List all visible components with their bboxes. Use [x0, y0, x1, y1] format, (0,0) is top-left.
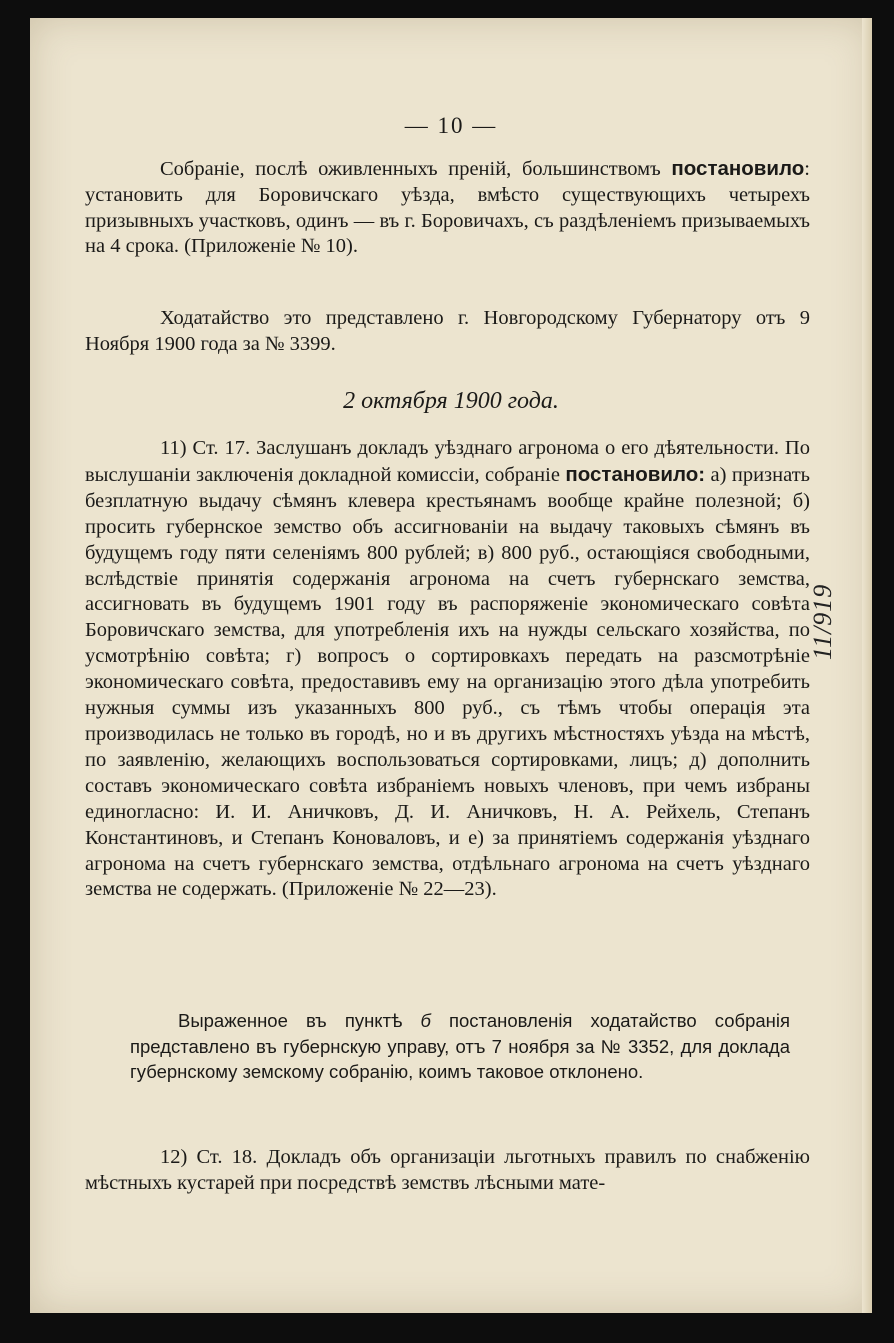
page-number: — 10 — — [404, 113, 498, 138]
note-text-a: Выраженное въ пунктѣ — [178, 1010, 421, 1031]
para2-text: Ходатайство это представлено г. Новгородскому Губернатору отъ 9 Ноября 1900 года за № 3399. — [85, 307, 810, 355]
para1-text-a: Собраніе, послѣ оживленныхъ преній, большинствомъ — [160, 158, 672, 180]
para12-text: 12) Ст. 18. Докладъ объ организаціи льготныхъ правилъ по снабженію мѣстныхъ кустарей при посредствѣ земствъ лѣсными мате- — [85, 1146, 810, 1194]
para11-bold: постановило: — [565, 462, 706, 486]
paragraph-petition-governor — [85, 306, 810, 358]
paragraph-item-12 — [85, 1145, 810, 1197]
para11-text-b: а) признать безплатную выдачу сѣмянъ клевера крестьянамъ вообще крайне полезной; б) просить губернское земство объ ассигнованіи на выдачу таковыхъ сѣмянъ въ будущемъ году пяти селеніямъ 800 рублей; в) 800 руб., остающіяся свободными, вслѣдствіе принятія содержанія агронома на счетъ губернскаго земства, ассигновать въ будущемъ 1901 году въ распоряженіе экономическаго совѣта Боровичскаго земства, для употребленія ихъ на нужды сельскаго хозяйства, по усмотрѣнію совѣта; г) вопросъ о сортировкахъ передать на разсмотрѣніе экономическаго совѣта, предоставивъ ему на организацію этого дѣла употребить нужныя суммы изъ указанныхъ 800 руб., съ тѣмъ чтобы операція эта производилась не только въ городѣ, но и въ другихъ мѣстностяхъ уѣзда на мѣстѣ, по заявленію, желающихъ воспользоваться сортировками, лицъ; д) дополнить составъ экономическаго совѣта избраніемъ новыхъ членовъ, при чемъ избраны единогласно: И. И. Аничковъ, Д. И. Аничковъ, Н. А. Рейхель, Степанъ Константиновъ, и Степанъ Коноваловъ, и е) за принятіемъ содержанія уѣзднаго агронома на счетъ губернскаго земства, отдѣльнаго агронома на счетъ уѣзднаго земства не содержать. (Приложеніе № 22—23). — [85, 463, 810, 901]
page-edge — [862, 18, 872, 1313]
book-page — [30, 18, 872, 1313]
paragraph-item-11 — [85, 436, 810, 903]
paragraph-resolution-recruiting — [85, 156, 810, 260]
para11-text-a: 11) Ст. 17. Заслушанъ докладъ уѣзднаго агронома о его дѣятельности. По выслушаніи заключенія докладной комиссіи, собраніе — [85, 437, 810, 486]
handwritten-margin-note: 11/919 — [808, 583, 837, 660]
note-italic: б — [420, 1010, 431, 1031]
para1-bold: постановило — [671, 157, 805, 180]
note-text-b: постановленія ходатайство собранія представлено въ губернскую управу, отъ 7 ноября за № 3352, для доклада губернскому земскому собранію, коимъ таковое отклонено. — [130, 1010, 790, 1082]
session-dateline: 2 октября 1900 года. — [343, 388, 559, 414]
note-petition-outcome — [130, 1008, 790, 1085]
para1-text-b: : установить для Боровичскаго уѣзда, вмѣсто существующихъ четырехъ призывныхъ участковъ, одинъ — въ г. Боровичахъ, съ раздѣленіемъ призываемыхъ на 4 срока. (Приложеніе № 10). — [85, 158, 810, 258]
